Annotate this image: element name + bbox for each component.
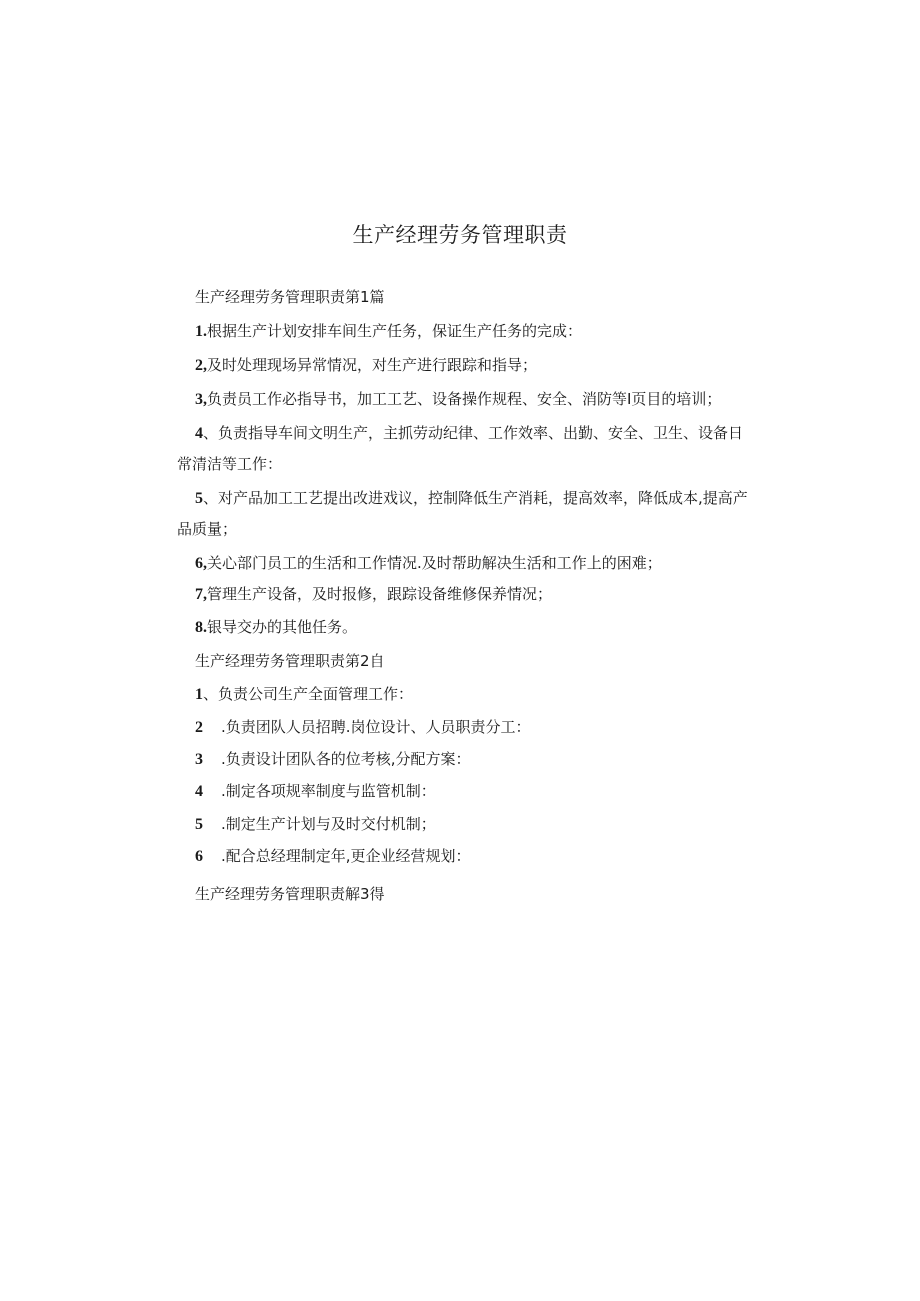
list-item — [195, 748, 471, 769]
list-item-continuation: 常清洁等工作： — [177, 455, 283, 473]
item-text: .制定各项规率制度与监管机制： — [221, 782, 436, 800]
section-heading-3: 生产经理劳务管理职责解3得 — [195, 885, 385, 903]
item-number: 3, — [195, 391, 207, 408]
item-number: 2, — [195, 357, 207, 374]
item-number: 7, — [195, 586, 207, 603]
item-number: 8. — [195, 619, 207, 636]
item-text: 及时处理现场异常情况，对生产进行跟踪和指导； — [207, 356, 538, 374]
list-item — [195, 354, 537, 375]
list-item — [195, 552, 662, 573]
item-text: .负责团队人员招聘.岗位设计、人员职责分工： — [221, 718, 531, 736]
item-text: 、负责公司生产全面管理工作： — [203, 685, 414, 703]
list-item — [195, 487, 748, 508]
section-heading-1: 生产经理劳务管理职责第1篇 — [195, 288, 385, 306]
list-item-continuation: 品质量； — [177, 520, 238, 538]
item-text: 银导交办的其他任务。 — [207, 618, 358, 636]
item-number: 6, — [195, 555, 207, 572]
item-text: .负责设计团队各的位考核,分配方案： — [221, 750, 471, 768]
item-text: 关心部门员工的生活和工作情况.及时帮助解决生活和工作上的困难； — [207, 554, 662, 572]
item-number: 4 — [195, 783, 203, 800]
item-number: 5 — [195, 816, 203, 833]
item-text: 负责员工作必指导书，加工工艺、设备操作规程、安全、消防等I页目的培训； — [207, 390, 722, 408]
list-item — [195, 845, 471, 866]
item-number: 1. — [195, 323, 207, 340]
item-text: 根据生产计划安排车间生产任务，保证生产任务的完成： — [207, 322, 583, 340]
document-title: 生产经理劳务管理职责 — [352, 223, 568, 247]
item-number: 5 — [195, 490, 203, 507]
section-heading-2: 生产经理劳务管理职责第2自 — [195, 652, 385, 670]
list-item — [195, 716, 531, 737]
list-item — [195, 813, 436, 834]
item-text: 、负责指导车间文明生产，主抓劳动纪律、工作效率、出勤、安全、卫生、设备日 — [203, 424, 744, 442]
item-text: .配合总经理制定年,更企业经营规划： — [221, 847, 471, 865]
item-number: 4 — [195, 425, 203, 442]
list-item — [195, 780, 436, 801]
list-item — [195, 320, 582, 341]
list-item — [195, 583, 552, 604]
item-number: 3 — [195, 751, 203, 768]
item-text: 、对产品加工工艺提出改进戏议，控制降低生产消耗，提高效率，降低成本,提高产 — [203, 489, 748, 507]
item-text: 管理生产设备，及时报修，跟踪设备维修保养情况； — [207, 585, 553, 603]
item-number: 1 — [195, 686, 203, 703]
item-number: 2 — [195, 719, 203, 736]
list-item — [195, 388, 721, 409]
list-item — [195, 422, 743, 443]
list-item — [195, 683, 413, 704]
item-text: .制定生产计划与及时交付机制； — [221, 815, 436, 833]
list-item — [195, 616, 357, 637]
item-number: 6 — [195, 848, 203, 865]
